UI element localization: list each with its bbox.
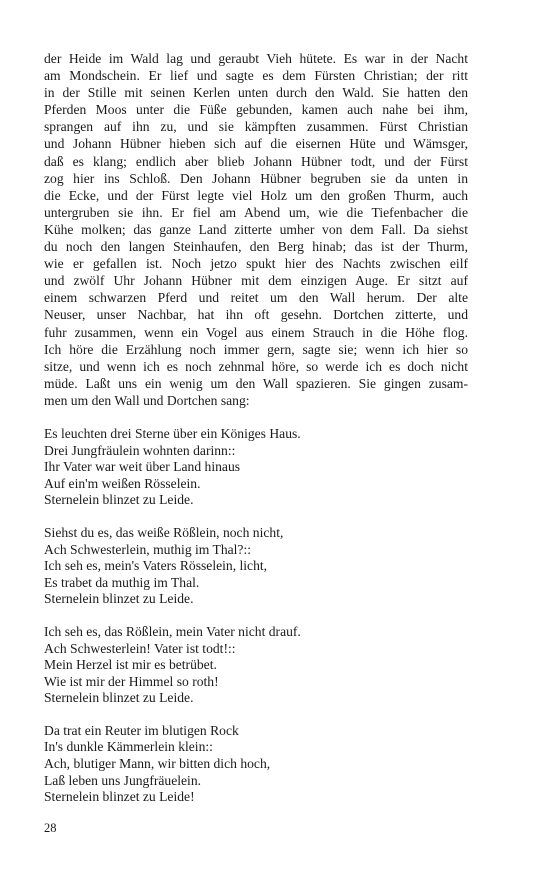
prose-line: sprangen auf ihn zu, und sie kämpften zusammen. Fürst Christian [44,119,468,135]
section-spacer [44,409,468,426]
prose-line: men um den Wall und Dortchen sang: [44,392,250,408]
verse-line: Es trabet da muthig im Thal. [44,574,200,590]
verse-line: Auf ein'm weißen Rösselein. [44,475,201,491]
prose-line: sitze, und wenn ich es noch zehnmal höre, so werde ich es doch nicht [44,358,468,374]
stanza-spacer [44,707,468,723]
verse-line: Sternelein blinzet zu Leide. [44,591,194,607]
prose-line: Ich höre die Erzählung noch immer gern, sagte sie; wenn ich hier so [44,341,468,357]
verse-line: Drei Jungfräulein wohnten darinn:: [44,442,236,458]
book-page [44,50,468,806]
stanza [44,723,468,806]
stanza [44,426,468,509]
page-number: 28 [44,821,57,835]
prose-line: der Heide im Wald lag und geraubt Vieh hütete. Es war in der Nacht [44,51,468,66]
verse-line: Ach, blutiger Mann, wir bitten dich hoch, [44,756,271,772]
song-verse [44,426,468,806]
verse-line: Ich seh es, das Rößlein, mein Vater nicht drauf. [44,623,301,639]
verse-line: Ach Schwesterlein, muthig im Thal?:: [44,541,252,557]
prose-line: in der Stille mit seinen Kerlen unten durch den Wald. Sie hatten den [44,85,468,101]
prose-line: zog hier ins Schloß. Den Johann Hübner begruben sie da unten in [44,170,468,186]
verse-line: Laß leben uns Jungfräuelein. [44,772,202,788]
verse-line: Ich seh es, mein's Vaters Rösselein, licht, [44,558,268,574]
prose-line: Kühe molken; das ganze Land zitterte umher von dem Fall. Da siehst [44,221,468,237]
prose-line: und zwölf Uhr Johann Hübner mit dem einzigen Auge. Er sitzt auf [44,273,468,289]
prose-line: müde. Laßt uns ein wenig um den Wall spazieren. Sie gingen zusam- [44,375,468,391]
prose-line: daß es klang; endlich aber blieb Johann Hübner todt, und der Fürst [44,153,468,169]
prose-line: du noch den langen Steinhaufen, den Berg hinab; das ist der Thurm, [44,239,468,255]
prose-line: am Mondschein. Er lief und sagte es dem Fürsten Christian; der ritt [44,68,468,84]
stanza-spacer [44,608,468,624]
verse-line: Sternelein blinzet zu Leide! [44,789,195,805]
verse-line: Siehst du es, das weiße Rößlein, noch nicht, [44,524,284,540]
verse-line: Sternelein blinzet zu Leide. [44,492,194,508]
prose-line: untergruben sie ihn. Er fiel am Abend um, wie die Tiefenbacher die [44,204,468,220]
verse-line: In's dunkle Kämmerlein klein:: [44,739,213,755]
verse-line: Wie ist mir der Himmel so roth! [44,673,219,689]
verse-line: Mein Herzel ist mir es betrübet. [44,657,217,673]
prose-line: wie er gefallen ist. Noch jetzo spukt hier des Nachts zwischen eilf [44,256,468,272]
verse-line: Ach Schwesterlein! Vater ist todt!:: [44,640,236,656]
verse-line: Sternelein blinzet zu Leide. [44,690,194,706]
prose-line: Neuser, unser Nachbar, hat ihn oft gesehn. Dortchen zitterte, und [44,307,468,323]
verse-line: Da trat ein Reuter im blutigen Rock [44,722,239,738]
stanza [44,624,468,707]
prose-line: die Ecke, und der Fürst legte viel Holz um den großen Thurm, auch [44,187,468,203]
prose-line: fuhr zusammen, wenn ein Vogel aus einem Strauch in die Höhe flog. [44,324,468,340]
prose-line: Pferden Moos unter die Füße gebunden, kamen auch nahe bei ihm, [44,102,468,118]
verse-line: Es leuchten drei Sterne über ein Königes Haus. [44,425,301,441]
prose-paragraph [44,50,468,409]
stanza-spacer [44,509,468,525]
prose-line: und Johann Hübner hieben sich auf die eisernen Hüte und Wämsger, [44,136,468,152]
stanza [44,525,468,608]
verse-line: Ihr Vater war weit über Land hinaus [44,459,241,475]
prose-line: einem schwarzen Pferd und reitet um den Wall herum. Der alte [44,290,468,306]
